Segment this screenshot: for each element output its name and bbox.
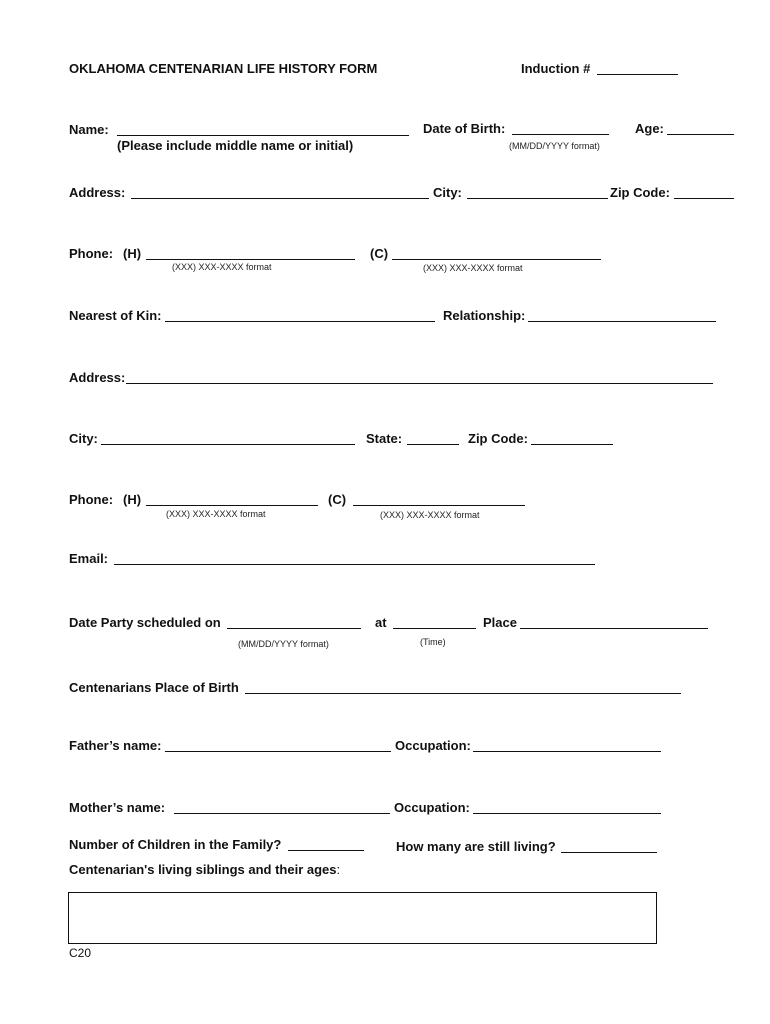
cell-phone-field[interactable] <box>392 259 601 260</box>
party-time-hint: (Time) <box>420 637 446 647</box>
age-label: Age: <box>635 121 664 136</box>
kin-zip-label: Zip Code: <box>468 431 528 446</box>
kin-address-field[interactable] <box>126 383 713 384</box>
kin-cell-phone-hint: (XXX) XXX-XXXX format <box>380 510 480 520</box>
address-field[interactable] <box>131 198 429 199</box>
living-children-label: How many are still living? <box>396 839 556 854</box>
form-title: OKLAHOMA CENTENARIAN LIFE HISTORY FORM <box>69 61 378 76</box>
kin-field[interactable] <box>165 321 435 322</box>
name-hint: (Please include middle name or initial) <box>117 138 354 153</box>
mother-name-label: Mother’s name: <box>69 800 166 815</box>
siblings-textbox[interactable] <box>68 892 657 944</box>
dob-hint: (MM/DD/YYYY format) <box>509 141 600 151</box>
kin-city-label: City: <box>69 431 98 446</box>
kin-address-label: Address: <box>69 370 126 385</box>
email-field[interactable] <box>114 564 595 565</box>
email-label: Email: <box>69 551 109 566</box>
kin-state-label: State: <box>366 431 403 446</box>
city-label: City: <box>433 185 462 200</box>
dob-field[interactable] <box>512 134 609 135</box>
father-occupation-label: Occupation: <box>395 738 471 753</box>
city-field[interactable] <box>467 198 608 199</box>
dob-label: Date of Birth: <box>423 121 506 136</box>
party-at-label: at <box>375 615 387 630</box>
relationship-field[interactable] <box>528 321 716 322</box>
induction-label: Induction # <box>521 61 591 76</box>
mother-occupation-field[interactable] <box>473 813 661 814</box>
phone-label: Phone: <box>69 246 114 261</box>
party-place-label: Place <box>483 615 517 630</box>
father-name-field[interactable] <box>165 751 391 752</box>
father-name-label: Father’s name: <box>69 738 162 753</box>
kin-label: Nearest of Kin: <box>69 308 162 323</box>
birthplace-field[interactable] <box>245 693 681 694</box>
age-field[interactable] <box>667 134 734 135</box>
living-children-field[interactable] <box>561 852 657 853</box>
kin-zip-field[interactable] <box>531 444 613 445</box>
kin-city-field[interactable] <box>101 444 355 445</box>
party-date-label: Date Party scheduled on <box>69 615 221 630</box>
address-label: Address: <box>69 185 126 200</box>
cell-phone-label: (C) <box>370 246 389 261</box>
party-place-field[interactable] <box>520 628 708 629</box>
children-count-field[interactable] <box>288 850 364 851</box>
party-time-field[interactable] <box>393 628 476 629</box>
home-phone-field[interactable] <box>146 259 355 260</box>
zip-field[interactable] <box>674 198 734 199</box>
induction-field[interactable] <box>597 74 678 75</box>
party-date-hint: (MM/DD/YYYY format) <box>238 639 329 649</box>
kin-home-phone-field[interactable] <box>146 505 318 506</box>
name-field[interactable] <box>117 135 409 136</box>
siblings-label: Centenarian's living siblings and their ages: <box>69 862 341 877</box>
kin-cell-phone-field[interactable] <box>353 505 525 506</box>
mother-name-field[interactable] <box>174 813 390 814</box>
footer-code: C20 <box>69 946 92 960</box>
kin-home-phone-hint: (XXX) XXX-XXXX format <box>166 509 266 519</box>
cell-phone-hint: (XXX) XXX-XXXX format <box>423 263 523 273</box>
kin-cell-phone-label: (C) <box>328 492 347 507</box>
kin-home-phone-label: (H) <box>123 492 142 507</box>
home-phone-label: (H) <box>123 246 142 261</box>
mother-occupation-label: Occupation: <box>394 800 470 815</box>
zip-label: Zip Code: <box>610 185 670 200</box>
name-label: Name: <box>69 122 109 137</box>
kin-state-field[interactable] <box>407 444 459 445</box>
party-date-field[interactable] <box>227 628 361 629</box>
home-phone-hint: (XXX) XXX-XXXX format <box>172 262 272 272</box>
children-count-label: Number of Children in the Family? <box>69 837 282 852</box>
birthplace-label: Centenarians Place of Birth <box>69 680 239 695</box>
father-occupation-field[interactable] <box>473 751 661 752</box>
kin-phone-label: Phone: <box>69 492 114 507</box>
relationship-label: Relationship: <box>443 308 526 323</box>
